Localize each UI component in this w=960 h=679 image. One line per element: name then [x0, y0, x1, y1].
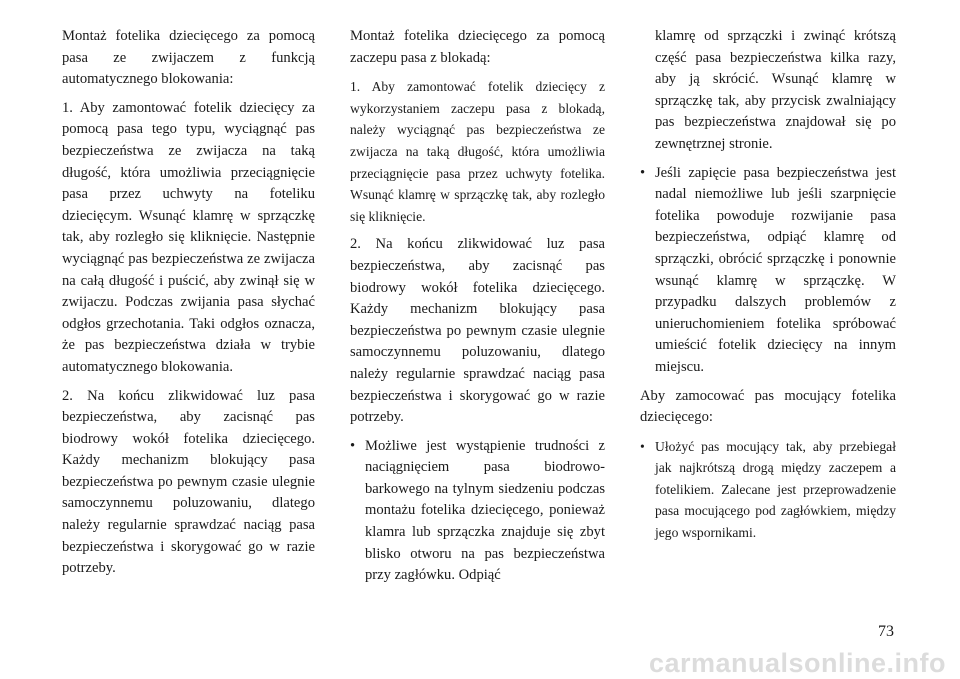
- step-1-paragraph: 1. Aby zamontować fotelik dziecięcy z wykorzystaniem zaczepu pasa z blokadą, należy wyciągnąć pas bezpieczeństwa ze zwijacza na taką długość, która umożliwia przeciągnięcie pasa przez uchwyty fotelika. Wsunąć klamrę w sprzączkę tak, aby rozległo się kliknięcie.: [350, 79, 605, 224]
- column-middle: [350, 26, 605, 594]
- watermark: carmanualsonline.info: [648, 648, 946, 678]
- step-1-paragraph: 1. Aby zamontować fotelik dziecięcy za pomocą pasa tego typu, wyciągnąć pas bezpieczeństwa ze zwijacza na taką długość, która umożliwia przeciągnięcie pasa przez uchwyty na foteliku dziecięcym. Wsunąć klamrę w sprzączkę tak, aby rozległo się kliknięcie. Następnie wyciągnąć pas bezpieczeństwa ze zwijacza na całą długość i puścić, aby zwinął się w zwijaczu. Podczas zwijania pasa słychać odgłos grzechotania. Taki odgłos oznacza, że pas bezpieczeństwa działa w trybie automatycznego blokowania.: [62, 99, 315, 375]
- bullet-continuation-text: klamrę od sprzączki i zwinąć krótszą część pasa bezpieczeństwa kilka razy, aby ją skrócić. Wsunąć klamrę w sprzączkę tak, aby przycisk zwalniający pas bezpieczeństwa znajdował się po zewnętrznej stronie.: [655, 28, 896, 152]
- bullet-text: Jeśli zapięcie pasa bezpieczeństwa jest nadal niemożliwe lub jeśli szarpnięcie fotelika powoduje rozwijanie pasa bezpieczeństwa, odpiąć klamrę od sprzączki, obrócić sprzączkę i ponownie wsunąć klamrę w sprzączkę. W przypadku dalszych problemów z unieruchomieniem fotelika spróbować umieścić fotelik dziecięcy na innym miejscu.: [655, 164, 896, 375]
- bullet-dot-icon: •: [640, 164, 646, 181]
- bullet-item: [350, 436, 605, 587]
- page-number: 73: [878, 623, 894, 640]
- step-2-paragraph: 2. Na końcu zlikwidować luz pasa bezpieczeństwa, aby zacisnąć pas biodrowy wokół fotelika dziecięcego. Każdy mechanizm blokujący pasa bezpieczeństwa po pewnym czasie ulegnie samoczynnemu poluzowaniu, dlatego należy regularnie sprawdzać naciąg pasa bezpieczeństwa i skorygować go w razie potrzeby.: [62, 387, 315, 577]
- section-intro-locking-latch: Montaż fotelika dziecięcego za pomocą zaczepu pasa z blokadą:: [350, 28, 605, 66]
- step-2-paragraph: 2. Na końcu zlikwidować luz pasa bezpieczeństwa, aby zacisnąć pas biodrowy wokół fotelika dziecięcego. Każdy mechanizm blokujący pasa bezpieczeństwa po pewnym czasie ulegnie samoczynnemu poluzowaniu, dlatego należy regularnie sprawdzać naciąg pasa bezpieczeństwa i skorygować go w razie potrzeby.: [350, 236, 605, 426]
- bullet-text: Ułożyć pas mocujący tak, aby przebiegał jak najkrótszą drogą między zaczepem a fotelikiem. Zalecane jest przeprowadzenie pasa mocującego pod zagłówkiem, między jego wspornikami.: [655, 438, 896, 541]
- section-intro-automatic-locking: Montaż fotelika dziecięcego za pomocą pasa ze zwijaczem z funkcją automatycznego blokowania:: [62, 28, 315, 88]
- column-right: [640, 26, 896, 551]
- bullet-item: [640, 163, 896, 379]
- bullet-dot-icon: •: [350, 437, 356, 454]
- bullet-item: [640, 436, 896, 544]
- column-left: [62, 26, 315, 587]
- bullet-text: Możliwe jest wystąpienie trudności z naciągnięciem pasa biodrowo-barkowego na tylnym siedzeniu podczas montażu fotelika dziecięcego, ponieważ klamra lub sprzączka znajduje się zbyt blisko otworu na pas bezpieczeństwa przy zagłówku. Odpiąć: [365, 437, 605, 584]
- bullet-dot-icon: •: [640, 438, 645, 454]
- section-intro-tether-strap: Aby zamocować pas mocujący fotelika dziecięcego:: [640, 387, 896, 426]
